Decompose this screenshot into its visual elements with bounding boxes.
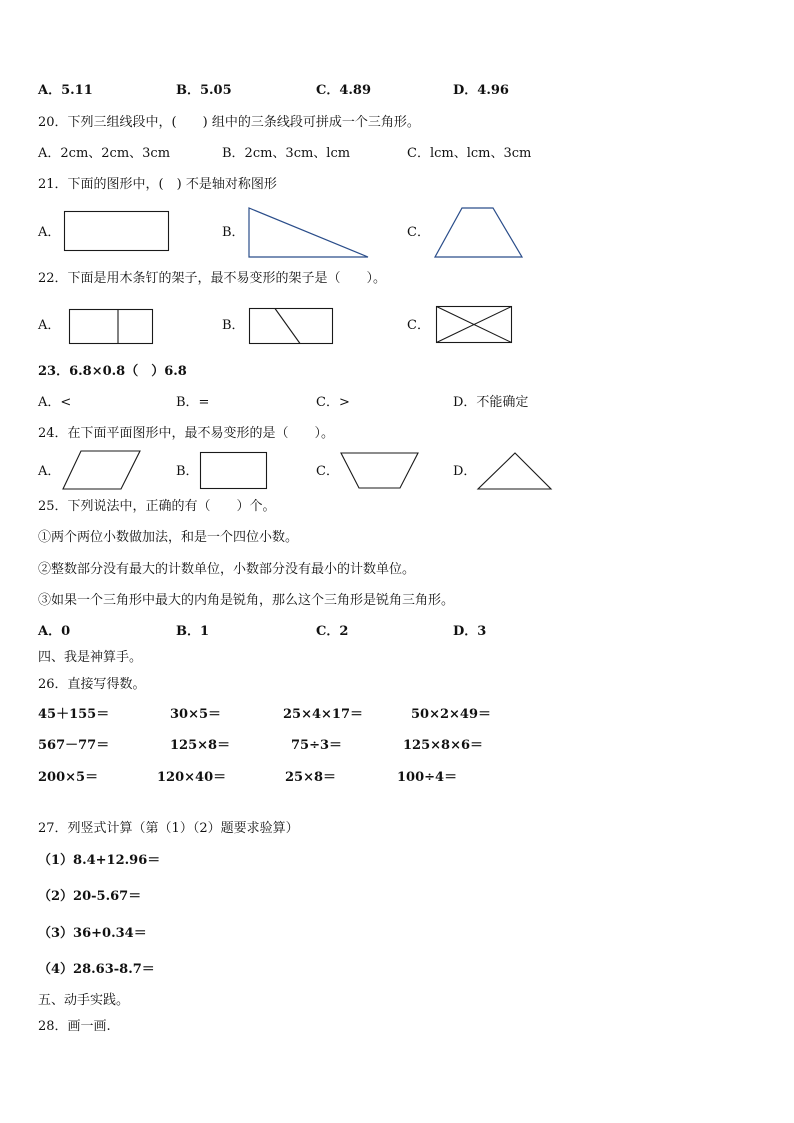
q24-label-a: A．: [38, 464, 61, 479]
q27-item-1: （1）8.4+12.96＝: [38, 853, 161, 868]
q24-stem: 24．在下面平面图形中，最不易变形的是（ ）。: [38, 426, 335, 441]
q26-expr: 200×5＝: [38, 770, 99, 785]
q26-expr: 75÷3＝: [291, 738, 343, 753]
q25-statement-1: ①两个两位小数做加法，和是一个四位小数。: [38, 530, 299, 545]
q26-expr: 125×8×6＝: [403, 738, 484, 753]
q19-option-b: B．5.05: [176, 83, 232, 98]
q24-label-b: B．: [176, 464, 199, 479]
q19-option-c: C．4.89: [316, 83, 372, 98]
q20-option-c: C．lcm、lcm、3cm: [407, 146, 532, 161]
q24-label-c: C．: [316, 464, 339, 479]
q26-stem: 26．直接写得数。: [38, 677, 146, 692]
q22-label-b: B．: [222, 318, 245, 333]
trapezoid-figure: [434, 207, 524, 259]
rectangle-figure: [64, 211, 170, 252]
q20-stem: 20．下列三组线段中，( ) 组中的三条线段可拼成一个三角形。: [38, 115, 420, 130]
q25-stem: 25．下列说法中，正确的有（ ）个。: [38, 499, 276, 514]
q27-item-4: （4）28.63-8.7＝: [38, 962, 155, 977]
q25-option-d: D．3: [453, 624, 487, 639]
frame-diagonal-divider-figure: [249, 308, 334, 345]
q26-expr: 125×8＝: [170, 738, 231, 753]
q23-option-b: B．=: [176, 395, 210, 410]
q22-label-c: C．: [407, 318, 430, 333]
section-four-heading: 四、我是神算手。: [38, 650, 143, 665]
q23-option-c: C．>: [316, 395, 350, 410]
q23-stem: 23．6.8×0.8（ ）6.8: [38, 364, 187, 379]
q28-stem: 28．画一画.: [38, 1019, 111, 1034]
q26-expr: 567－77＝: [38, 738, 110, 753]
q21-label-a: A．: [38, 225, 61, 240]
q26-expr: 50×2×49＝: [411, 707, 492, 722]
q21-label-b: B．: [222, 225, 245, 240]
q21-label-c: C．: [407, 225, 430, 240]
q21-stem: 21．下面的图形中，( ) 不是轴对称图形: [38, 177, 277, 192]
parallelogram-figure: [62, 450, 142, 491]
q26-expr: 25×8＝: [285, 770, 337, 785]
q27-item-2: （2）20-5.67＝: [38, 889, 142, 904]
q20-option-b: B．2cm、3cm、lcm: [222, 146, 351, 161]
rectangle-figure: [200, 452, 268, 490]
section-five-heading: 五、动手实践。: [38, 993, 130, 1008]
q26-expr: 120×40＝: [157, 770, 227, 785]
q20-option-a: A．2cm、2cm、3cm: [38, 146, 171, 161]
q26-expr: 25×4×17＝: [283, 707, 364, 722]
q22-stem: 22．下面是用木条钉的架子，最不易变形的架子是（ ）。: [38, 271, 387, 286]
q24-label-d: D．: [453, 464, 477, 479]
q27-item-3: （3）36+0.34＝: [38, 926, 147, 941]
q25-statement-3: ③如果一个三角形中最大的内角是锐角，那么这个三角形是锐角三角形。: [38, 593, 455, 608]
q25-statement-2: ②整数部分没有最大的计数单位，小数部分没有最小的计数单位。: [38, 562, 416, 577]
q23-option-d: D．不能确定: [453, 395, 529, 410]
q22-label-a: A．: [38, 318, 61, 333]
q26-expr: 45＋155＝: [38, 707, 110, 722]
frame-vertical-divider-figure: [69, 309, 154, 345]
q23-option-a: A．<: [38, 395, 72, 410]
q25-option-b: B．1: [176, 624, 210, 639]
triangle-figure: [477, 452, 553, 491]
q19-option-a: A．5.11: [38, 83, 93, 98]
q25-option-a: A．0: [38, 624, 71, 639]
q25-option-c: C．2: [316, 624, 349, 639]
q26-expr: 30×5＝: [170, 707, 222, 722]
right-triangle-figure: [248, 207, 370, 259]
q19-option-d: D．4.96: [453, 83, 509, 98]
trapezoid-figure: [340, 452, 420, 490]
frame-crossed-diagonals-figure: [436, 306, 513, 344]
q26-expr: 100÷4＝: [397, 770, 458, 785]
q27-stem: 27．列竖式计算（第（1）（2）题要求验算）: [38, 821, 299, 836]
